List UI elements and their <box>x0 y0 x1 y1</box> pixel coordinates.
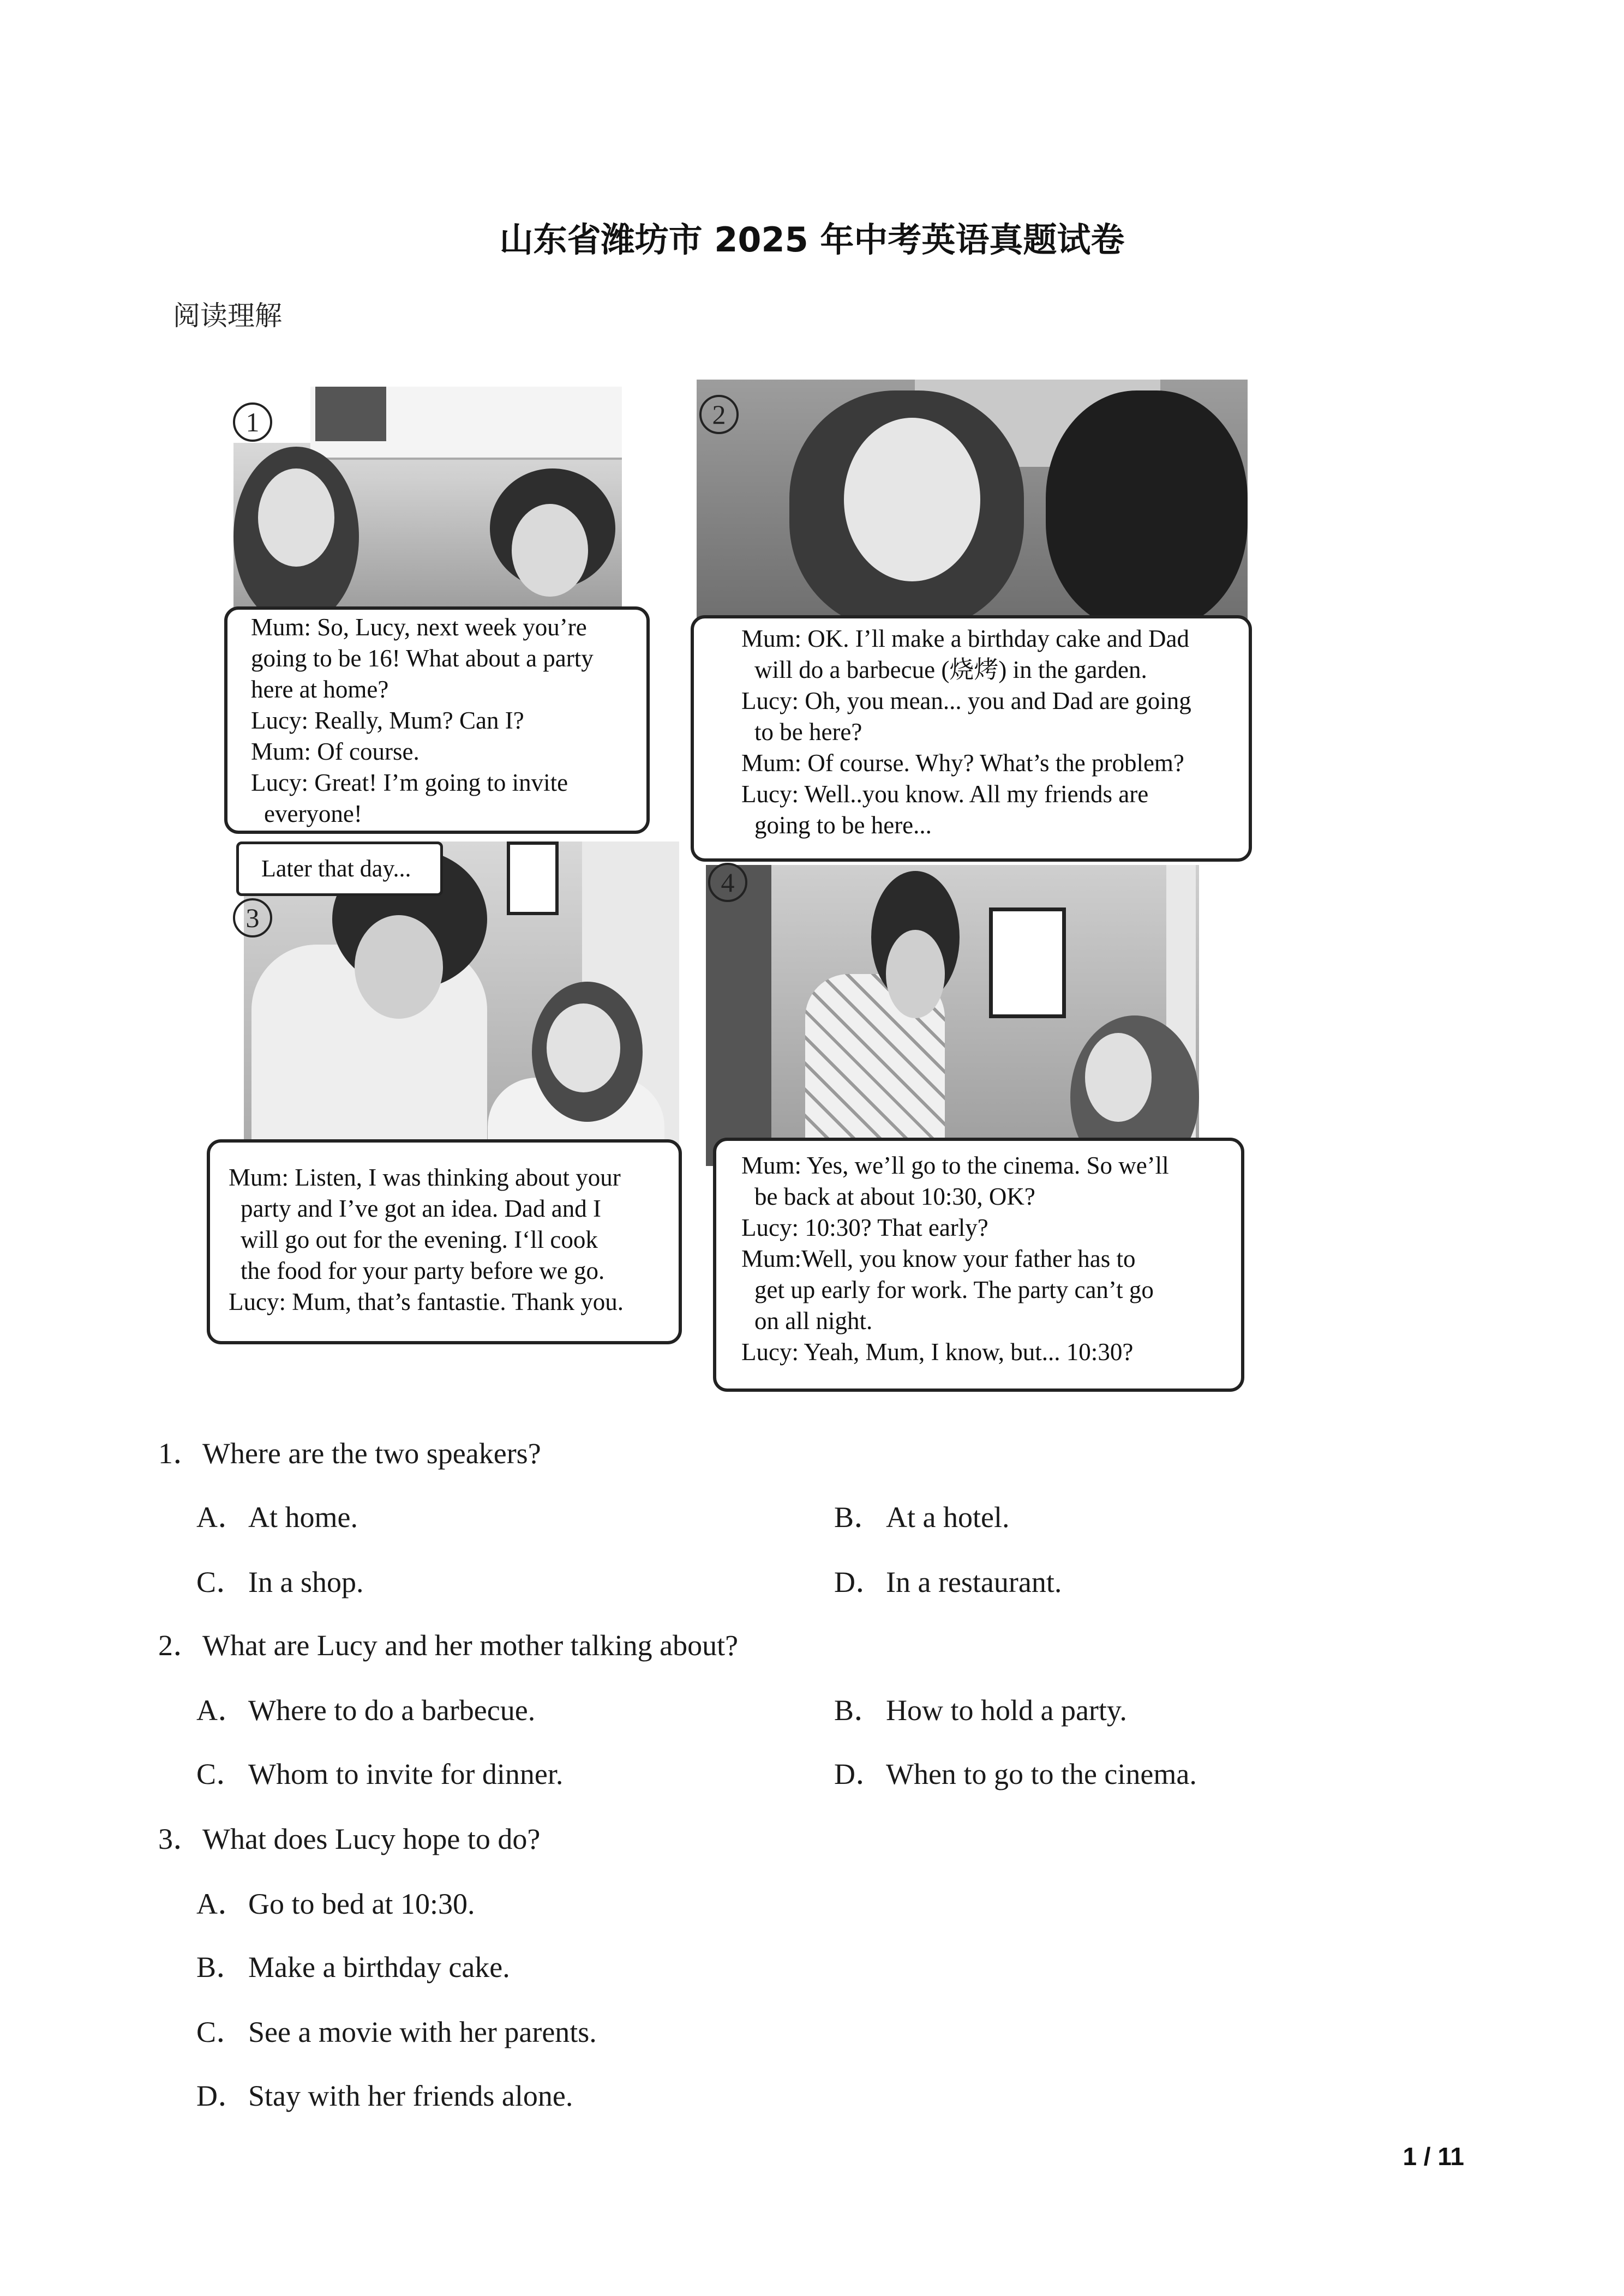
option-text: See a movie with her parents. <box>248 2016 597 2048</box>
option-letter: D． <box>834 1566 885 1598</box>
option-letter: D． <box>196 2079 247 2112</box>
option-text: How to hold a party. <box>886 1694 1127 1727</box>
bubble-line: Lucy: 10:30? That early? <box>741 1214 988 1241</box>
mum-face <box>512 504 588 597</box>
bubble-line: Lucy: Yeah, Mum, I know, but... 10:30? <box>741 1338 1134 1366</box>
bubble-line: Lucy: Really, Mum? Can I? <box>251 707 524 734</box>
question-number: 3． <box>158 1823 202 1855</box>
question-3-option-d <box>196 2078 573 2113</box>
option-letter: C． <box>196 1758 246 1790</box>
option-letter: A． <box>196 1501 247 1534</box>
bubble-line: Lucy: Oh, you mean... you and Dad are going <box>741 687 1191 714</box>
comic-photo-1 <box>233 387 622 620</box>
option-text: In a restaurant. <box>886 1566 1062 1598</box>
bubble-line: Mum: Of course. Why? What’s the problem? <box>741 749 1184 777</box>
option-text: Whom to invite for dinner. <box>248 1758 564 1790</box>
panel-number-3: 3 <box>233 898 272 937</box>
option-text: At a hotel. <box>886 1501 1010 1534</box>
question-3-option-c <box>196 2015 597 2049</box>
option-letter: C． <box>196 2016 246 2048</box>
bubble-line: Lucy: Mum, that’s fantastie. Thank you. <box>229 1288 624 1315</box>
question-text: What does Lucy hope to do? <box>202 1823 541 1855</box>
question-3 <box>158 1822 540 1856</box>
mum-face <box>886 930 945 1018</box>
question-2 <box>158 1628 738 1663</box>
question-1-option-d <box>834 1565 1062 1600</box>
question-3-option-b <box>196 1950 510 1985</box>
bubble-line: Mum: So, Lucy, next week you’re <box>251 614 587 641</box>
question-1-option-c <box>196 1565 363 1600</box>
comic-photo-2 <box>697 380 1248 620</box>
bubble-line: going to be 16! What about a party <box>251 645 594 672</box>
panel-number-2: 2 <box>699 395 739 434</box>
question-text: What are Lucy and her mother talking about? <box>202 1629 739 1662</box>
bubble-line: everyone! <box>264 800 362 827</box>
bubble-line: to be here? <box>754 718 862 746</box>
bubble-line: Lucy: Great! I’m going to invite <box>251 769 568 796</box>
question-2-option-b <box>834 1693 1127 1728</box>
section-heading: 阅读理解 <box>173 300 282 332</box>
panel-number-1: 1 <box>233 402 272 442</box>
option-text: In a shop. <box>248 1566 364 1598</box>
question-3-option-a <box>196 1886 475 1921</box>
later-that-day-caption: Later that day... <box>236 842 443 896</box>
wall-picture-frame <box>989 907 1066 1018</box>
option-text: Go to bed at 10:30. <box>248 1888 475 1920</box>
panel-number-4: 4 <box>708 863 747 902</box>
option-text: Make a birthday cake. <box>248 1951 510 1984</box>
question-2-option-c <box>196 1757 563 1792</box>
bubble-line: Mum: Yes, we’ll go to the cinema. So we’ll <box>741 1152 1169 1179</box>
bubble-line: Mum: Listen, I was thinking about your <box>229 1164 621 1191</box>
lucy-face <box>258 468 334 567</box>
option-text: Stay with her friends alone. <box>248 2079 573 2112</box>
wall-picture-frame <box>507 842 559 915</box>
page-number: 1 / 11 <box>1403 2142 1464 2171</box>
question-1-option-a <box>196 1500 358 1535</box>
mum-face <box>355 915 443 1019</box>
option-text: At home. <box>248 1501 358 1534</box>
bubble-line: be back at about 10:30, OK? <box>754 1183 1035 1210</box>
bubble-line: Mum: Of course. <box>251 738 420 765</box>
question-number: 2． <box>158 1629 202 1662</box>
option-letter: B． <box>196 1951 246 1984</box>
question-1 <box>158 1436 541 1471</box>
bubble-line: the food for your party before we go. <box>241 1257 605 1284</box>
comic-photo-4 <box>706 865 1199 1166</box>
bubble-line: on all night. <box>754 1307 873 1335</box>
option-letter: C． <box>196 1566 246 1598</box>
question-2-option-d <box>834 1757 1197 1792</box>
question-number: 1． <box>158 1437 202 1470</box>
speech-bubble-4 <box>713 1138 1244 1392</box>
bubble-line: Lucy: Well..you know. All my friends are <box>741 780 1149 808</box>
question-text: Where are the two speakers? <box>202 1437 541 1470</box>
lucy-face <box>844 418 980 581</box>
option-letter: A． <box>196 1888 247 1920</box>
bubble-line: party and I’ve got an idea. Dad and I <box>241 1195 601 1222</box>
bubble-line: will go out for the evening. I‘ll cook <box>241 1226 598 1253</box>
speech-bubble-2 <box>691 615 1252 862</box>
bubble-line: going to be here... <box>754 812 932 839</box>
bubble-line: here at home? <box>251 676 389 703</box>
lucy-face <box>547 1003 620 1092</box>
question-1-option-b <box>834 1500 1009 1535</box>
speech-bubble-3 <box>207 1139 682 1344</box>
bubble-line: get up early for work. The party can’t go <box>754 1276 1154 1303</box>
speech-bubble-1 <box>224 606 650 834</box>
option-letter: A． <box>196 1694 247 1727</box>
bubble-line: Mum: OK. I’ll make a birthday cake and Dad <box>741 625 1189 652</box>
dark-background <box>706 865 771 1166</box>
shelf-bottles <box>315 387 386 441</box>
dad-hair <box>1046 390 1248 620</box>
option-text: When to go to the cinema. <box>886 1758 1197 1790</box>
page-title: 山东省潍坊市 2025 年中考英语真题试卷 <box>499 220 1125 260</box>
bubble-line: Mum:Well, you know your father has to <box>741 1245 1136 1272</box>
question-2-option-a <box>196 1693 535 1728</box>
lucy-face <box>1085 1033 1152 1122</box>
option-letter: D． <box>834 1758 885 1790</box>
option-text: Where to do a barbecue. <box>248 1694 536 1727</box>
option-letter: B． <box>834 1694 884 1727</box>
option-letter: B． <box>834 1501 884 1534</box>
bubble-line: will do a barbecue (烧烤) in the garden. <box>754 656 1147 683</box>
